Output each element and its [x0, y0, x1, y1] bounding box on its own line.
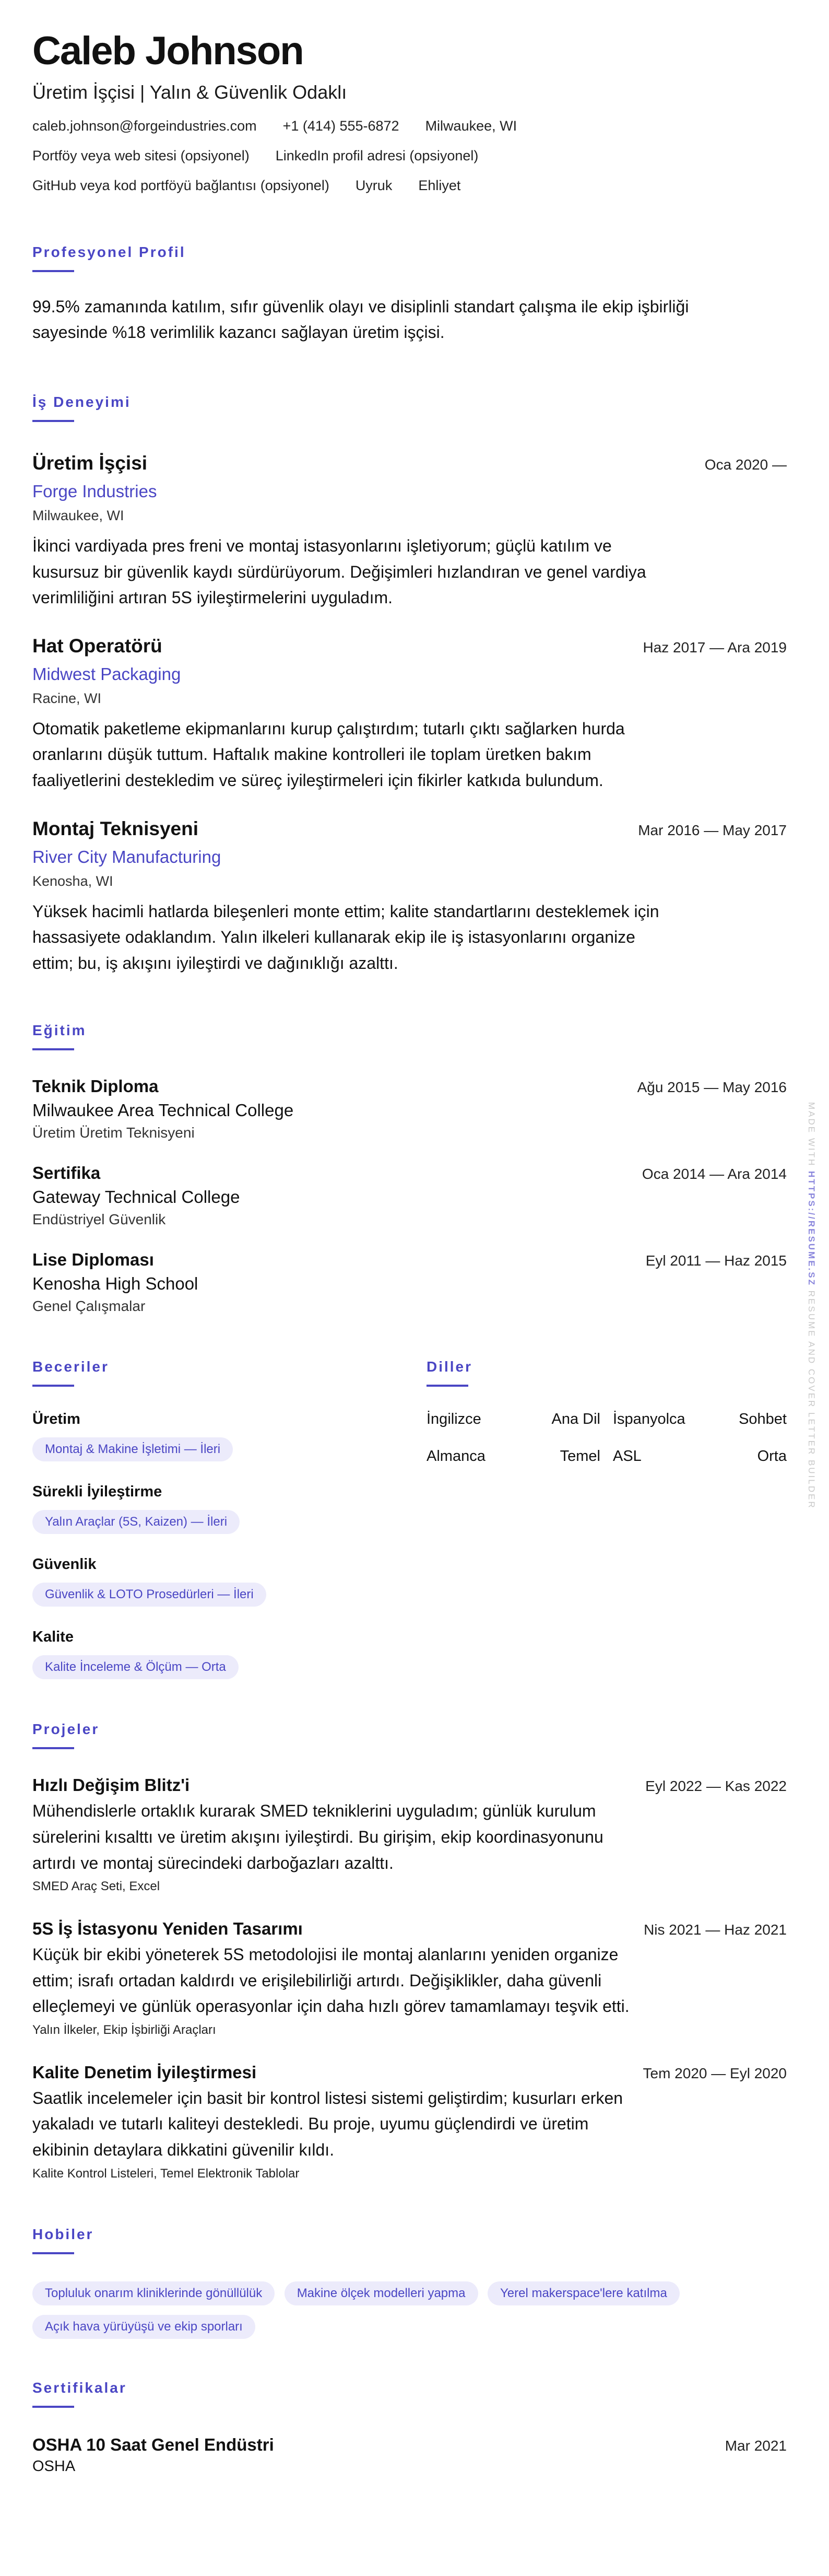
watermark-prefix: MADE WITH	[807, 1102, 816, 1171]
section-rule	[32, 2406, 74, 2408]
job-location: Kenosha, WI	[32, 873, 113, 889]
project-tools: Yalın İlkeler, Ekip İşbirliği Araçları	[32, 2022, 216, 2037]
hobby-chip: Topluluk onarım kliniklerinde gönüllülük	[32, 2281, 275, 2305]
language-level: Sohbet	[739, 1411, 787, 1428]
skill-chip: Yalın Araçlar (5S, Kaizen) — İleri	[32, 1510, 240, 1534]
section-title: Sertifikalar	[32, 2379, 127, 2396]
skill-name: Kalite	[32, 1629, 74, 1646]
education-date: Eyl 2011 — Haz 2015	[645, 1252, 787, 1269]
skill-group	[32, 1483, 427, 1534]
profile-section	[32, 244, 787, 346]
certifications-section	[32, 2380, 787, 2475]
education-degree: Teknik Diploma	[32, 1076, 159, 1096]
project-date: Tem 2020 — Eyl 2020	[643, 2065, 787, 2081]
language-name: İspanyolca	[613, 1411, 685, 1428]
job-company: River City Manufacturing	[32, 847, 221, 867]
project-title: Hızlı Değişim Blitz'i	[32, 1775, 190, 1795]
language-grid	[427, 1411, 787, 1465]
contact-email[interactable]: caleb.johnson@forgeindustries.com	[32, 118, 257, 134]
job-entry	[32, 818, 787, 977]
job-date: Oca 2020 —	[704, 456, 787, 473]
watermark-suffix: RESUME AND COVER LETTER BUILDER	[807, 1286, 816, 1509]
project-title: Kalite Denetim İyileştirmesi	[32, 2062, 257, 2082]
job-location: Racine, WI	[32, 690, 102, 706]
section-title: Projeler	[32, 1721, 100, 1738]
candidate-name: Caleb Johnson	[32, 29, 303, 73]
education-date: Ağu 2015 — May 2016	[637, 1079, 787, 1096]
contact-github[interactable]: GitHub veya kod portföyü bağlantısı (opsiyonel)	[32, 177, 329, 193]
section-rule	[32, 270, 74, 272]
section-title: Profesyonel Profil	[32, 243, 186, 260]
project-description: Küçük bir ekibi yöneterek 5S metodolojisi ile montaj alanlarını yeniden organize ettim; israfı ortadan kaldırdı ve erişilebilirliği artırdı. Değişiklikler, daha güvenli elleçlemeyi ve günlük operasyonlar için daha hızlı görev tamamlamayı teşvik etti.	[32, 1945, 630, 2016]
hobby-list	[32, 2272, 711, 2339]
project-description: Mühendislerle ortaklık kurarak SMED tekniklerini uyguladım; günlük kurulum sürelerini kısalttı ve üretim akışını iyileştirdi. Bu girişim, ekip koordinasyonunu artırdı ve montaj sürecindeki darboğazları azalttı.	[32, 1801, 603, 1872]
hobbies-section	[32, 2226, 787, 2339]
skills-languages-row	[32, 1359, 787, 1679]
project-entry	[32, 2063, 787, 2181]
resume-page	[32, 30, 787, 2475]
contact-website[interactable]: Portföy veya web sitesi (opsiyonel)	[32, 147, 250, 163]
language-item	[613, 1411, 787, 1428]
education-school: Milwaukee Area Technical College	[32, 1100, 294, 1120]
education-section	[32, 1022, 787, 1315]
language-name: ASL	[613, 1448, 642, 1465]
job-description: Otomatik paketleme ekipmanlarını kurup çalıştırdım; tutarlı çıktı sağlarken hurda oranlarını düşük tuttum. Haftalık makine kontrolleri ile toplam üretken bakım faaliyetlerini destekledim ve süreç iyileştirmeleri için fikirler katkıda bulundum.	[32, 719, 625, 790]
skill-name: Üretim	[32, 1411, 80, 1428]
job-date: Haz 2017 — Ara 2019	[643, 639, 787, 655]
section-rule	[32, 1385, 74, 1387]
skill-group	[32, 1556, 427, 1607]
language-name: Almanca	[427, 1448, 485, 1465]
experience-section	[32, 394, 787, 976]
skills-section	[32, 1359, 427, 1679]
job-entry	[32, 452, 787, 611]
hobby-chip: Açık hava yürüyüşü ve ekip sporları	[32, 2315, 255, 2339]
language-level: Temel	[560, 1448, 600, 1465]
section-rule	[32, 420, 74, 422]
skill-name: Güvenlik	[32, 1556, 97, 1573]
language-level: Ana Dil	[551, 1411, 600, 1428]
project-tools: Kalite Kontrol Listeleri, Temel Elektronik Tablolar	[32, 2166, 300, 2181]
skill-chip: Güvenlik & LOTO Prosedürleri — İleri	[32, 1583, 266, 1607]
language-item	[613, 1448, 787, 1465]
project-date: Nis 2021 — Haz 2021	[644, 1922, 787, 1938]
job-title: Hat Operatörü	[32, 635, 162, 657]
language-item	[427, 1448, 600, 1465]
languages-section	[427, 1359, 787, 1679]
skill-chip: Montaj & Makine İşletimi — İleri	[32, 1437, 233, 1461]
projects-section	[32, 1721, 787, 2181]
certification-title: OSHA 10 Saat Genel Endüstri	[32, 2434, 274, 2454]
hobby-chip: Makine ölçek modelleri yapma	[285, 2281, 478, 2305]
education-field: Üretim Üretim Teknisyeni	[32, 1125, 195, 1141]
education-date: Oca 2014 — Ara 2014	[642, 1166, 787, 1182]
education-degree: Sertifika	[32, 1163, 101, 1183]
job-location: Milwaukee, WI	[32, 507, 124, 523]
job-title: Montaj Teknisyeni	[32, 817, 198, 839]
job-description: Yüksek hacimli hatlarda bileşenleri monte ettim; kalite standartlarını desteklemek için hassasiyete odaklandım. Yalın ilkeleri kullanarak ekip ile iş istasyonlarını organize ettim; bu, iş akışını iyileştirdi ve dağınıklığı azalttı.	[32, 901, 659, 973]
project-description: Saatlik incelemeler için basit bir kontrol listesi sistemi geliştirdim; kusurları erken yakaladı ve tutarlı kaliteyi destekledi. Bu proje, uyumu güçlendirdi ve üretim ekibinin detaylara dikkatini güvenilir kıldı.	[32, 2088, 623, 2160]
education-school: Kenosha High School	[32, 1274, 198, 1294]
skill-group	[32, 1629, 427, 1679]
education-entry	[32, 1250, 787, 1315]
section-title: İş Deneyimi	[32, 393, 131, 410]
contact-nationality: Uyruk	[355, 177, 393, 193]
certification-issuer: OSHA	[32, 2457, 76, 2475]
skill-chip: Kalite İnceleme & Ölçüm — Orta	[32, 1655, 239, 1679]
job-company: Forge Industries	[32, 481, 157, 501]
education-field: Genel Çalışmalar	[32, 1298, 146, 1315]
job-description: İkinci vardiyada pres freni ve montaj istasyonlarını işletiyorum; güçlü katılım ve kusursuz bir güvenlik kaydı sürdürüyorum. Değişimleri hızlandıran ve genel vardiya verimliliğini artıran 5S iyileştirmelerini uyguladım.	[32, 536, 646, 607]
watermark-link[interactable]: HTTPS://RESUME.SZ	[807, 1171, 816, 1287]
section-rule	[32, 2252, 74, 2254]
section-title: Eğitim	[32, 1022, 87, 1039]
language-item	[427, 1411, 600, 1428]
skill-group	[32, 1411, 427, 1461]
hobby-chip: Yerel makerspace'lere katılma	[488, 2281, 680, 2305]
skill-name: Sürekli İyileştirme	[32, 1483, 162, 1501]
contact-list	[32, 118, 607, 194]
builder-watermark	[806, 1102, 816, 1509]
section-rule	[32, 1048, 74, 1050]
section-title: Hobiler	[32, 2226, 94, 2242]
education-degree: Lise Diploması	[32, 1250, 154, 1270]
section-rule	[32, 1747, 74, 1749]
headline: Üretim İşçisi | Yalın & Güvenlik Odaklı	[32, 81, 347, 103]
language-level: Orta	[757, 1448, 787, 1465]
project-entry	[32, 1919, 787, 2038]
education-entry	[32, 1163, 787, 1228]
project-tools: SMED Araç Seti, Excel	[32, 1879, 160, 1894]
contact-linkedin[interactable]: LinkedIn profil adresi (opsiyonel)	[275, 147, 479, 163]
project-title: 5S İş İstasyonu Yeniden Tasarımı	[32, 1919, 303, 1939]
education-field: Endüstriyel Güvenlik	[32, 1211, 166, 1228]
education-school: Gateway Technical College	[32, 1187, 240, 1207]
certification-entry	[32, 2435, 787, 2475]
contact-location: Milwaukee, WI	[425, 118, 517, 134]
education-entry	[32, 1076, 787, 1141]
section-title: Diller	[427, 1359, 473, 1375]
project-date: Eyl 2022 — Kas 2022	[645, 1778, 787, 1795]
job-entry	[32, 635, 787, 794]
contact-phone[interactable]: +1 (414) 555-6872	[282, 118, 399, 134]
job-date: Mar 2016 — May 2017	[638, 822, 787, 838]
job-company: Midwest Packaging	[32, 664, 181, 684]
certification-date: Mar 2021	[725, 2437, 787, 2454]
language-name: İngilizce	[427, 1411, 481, 1428]
section-title: Beceriler	[32, 1359, 109, 1375]
project-entry	[32, 1775, 787, 1894]
profile-summary: 99.5% zamanında katılım, sıfır güvenlik olayı ve disiplinli standart çalışma ile ekip işbirliği sayesinde %18 verimlilik kazancı sağlayan üretim işçisi.	[32, 297, 689, 342]
contact-license: Ehliyet	[418, 177, 461, 193]
section-rule	[427, 1385, 468, 1387]
job-title: Üretim İşçisi	[32, 452, 148, 474]
